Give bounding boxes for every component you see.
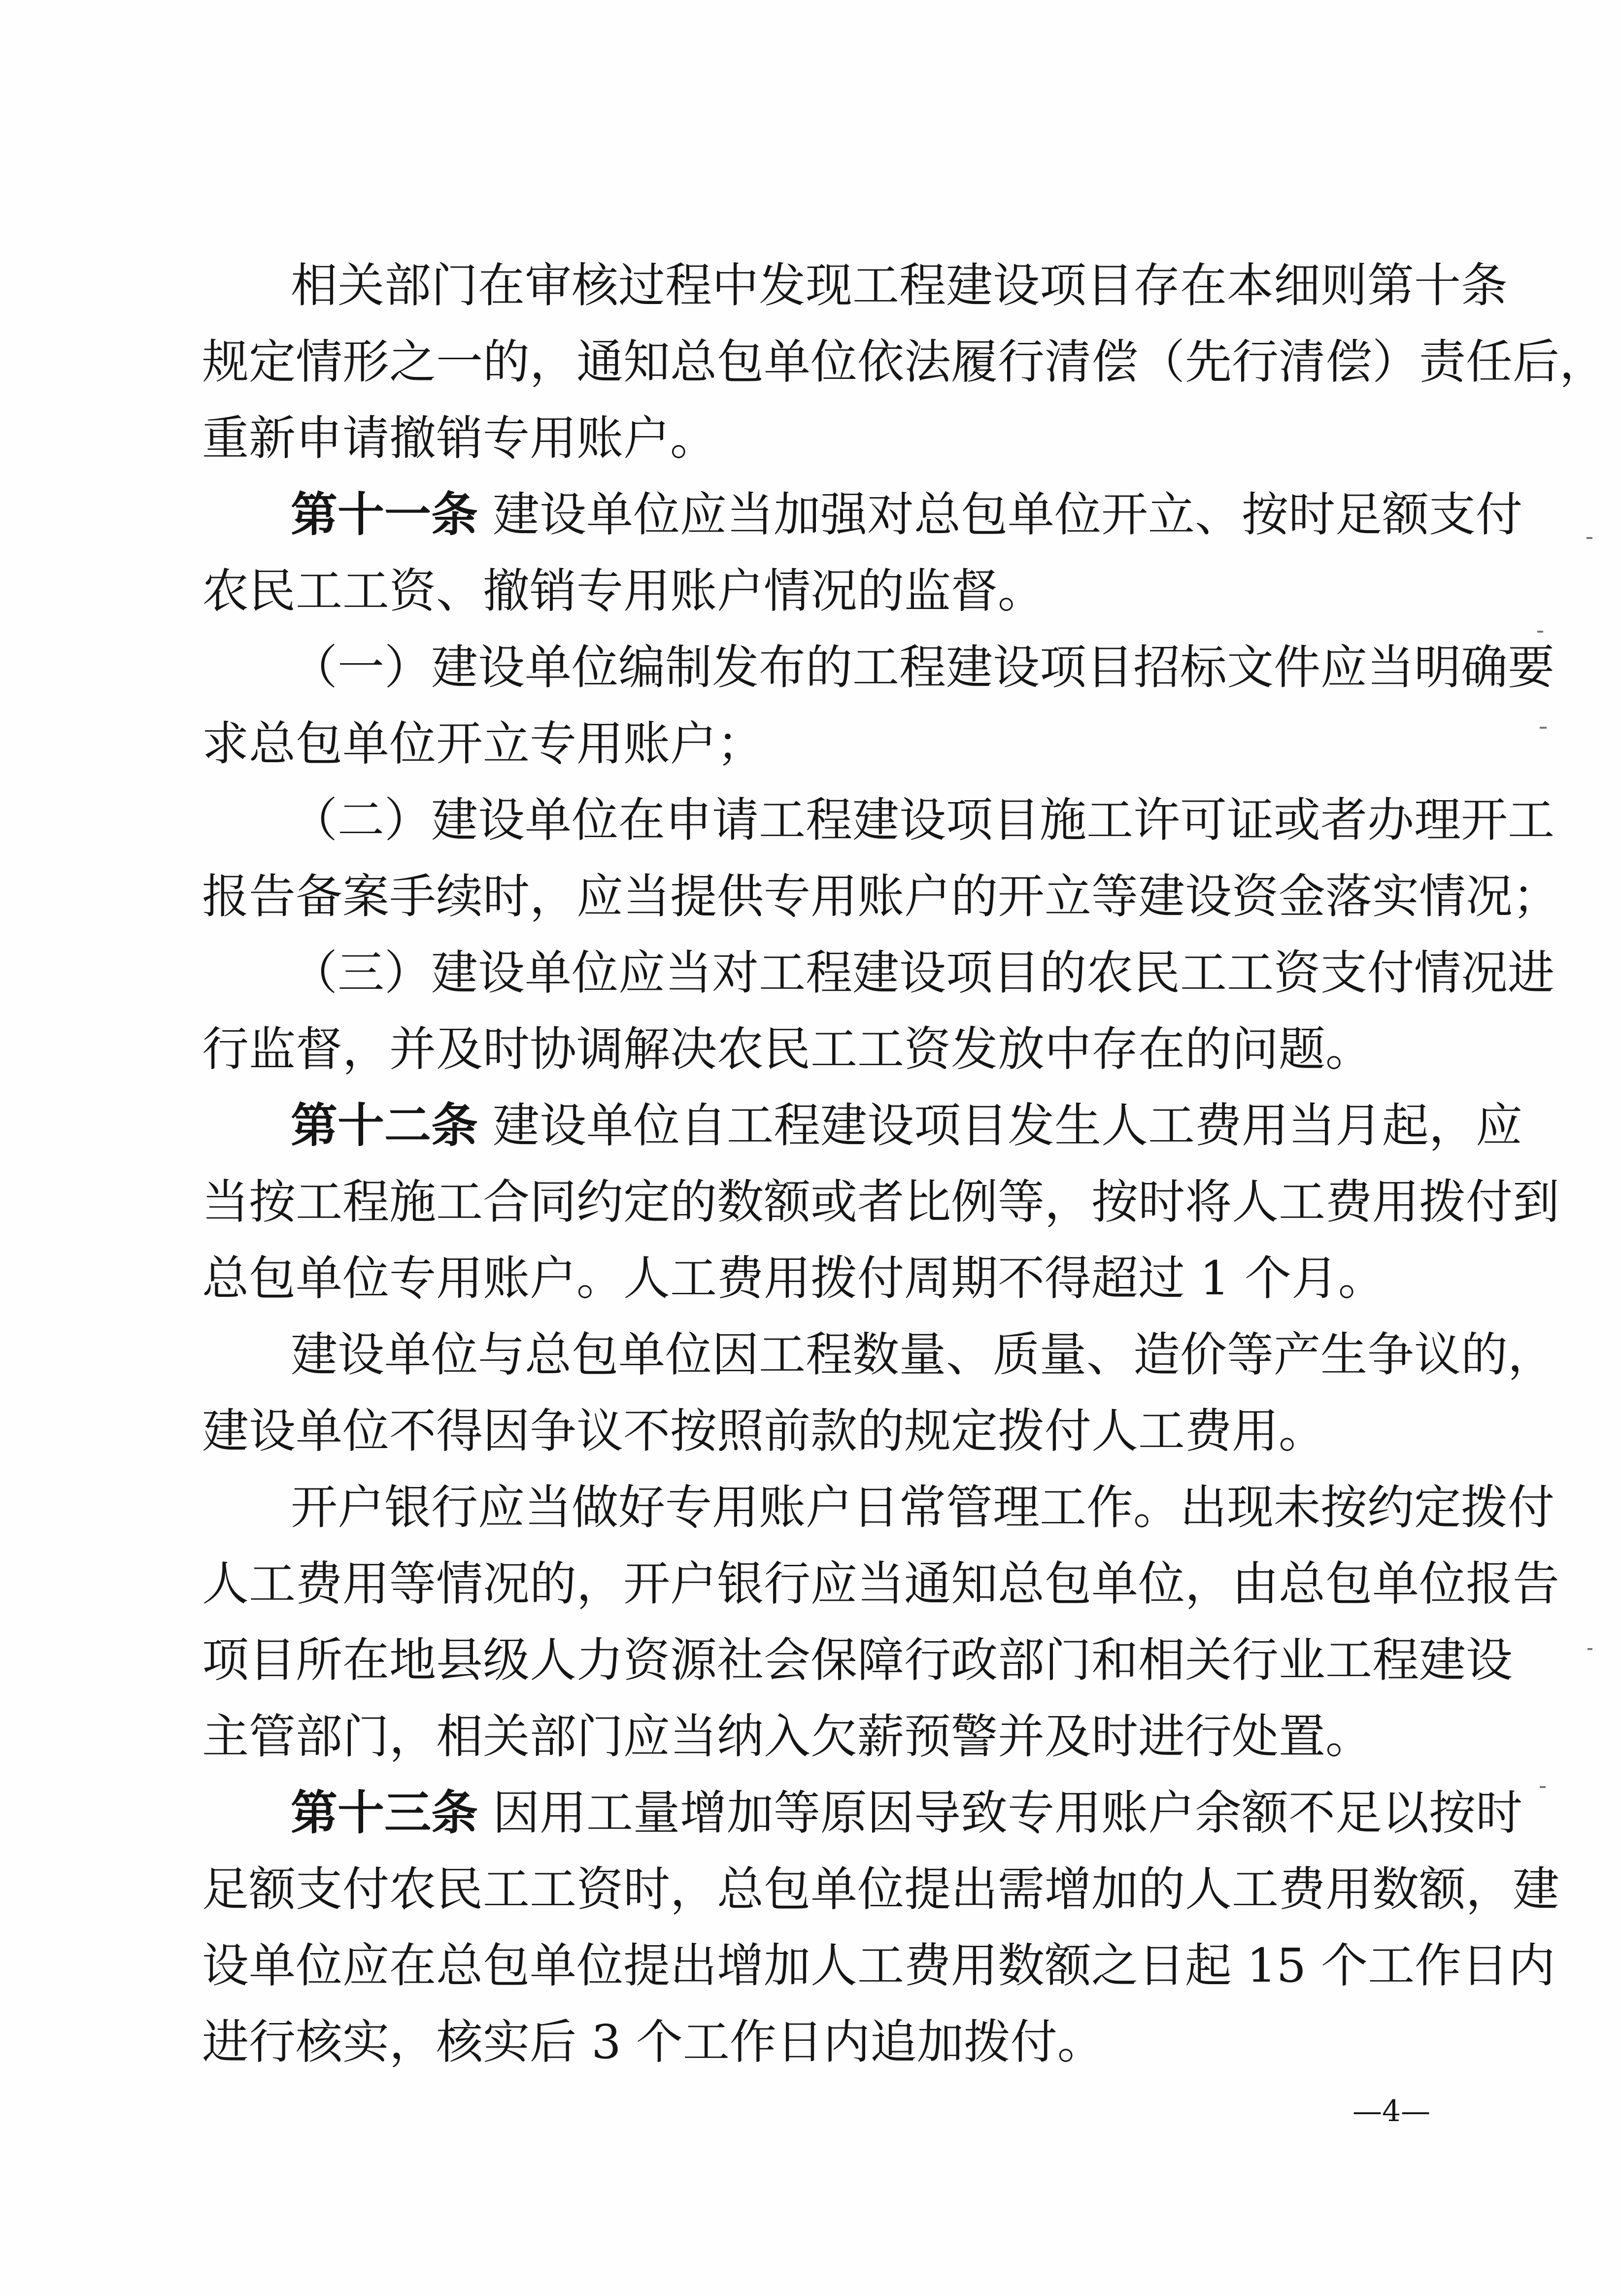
article-12-line: [291, 1096, 1523, 1155]
paragraph-line: 建设单位与总包单位因工程数量、质量、造价等产生争议的，: [291, 1328, 1555, 1382]
article-11-text: 建设单位应当加强对总包单位开立、按时足额支付: [493, 488, 1523, 542]
paragraph-line: （一）建设单位编制发布的工程建设项目招标文件应当明确要: [291, 641, 1555, 695]
paragraph-line: 重新申请撤销专用账户。: [202, 411, 717, 466]
paragraph-line: 设单位应在总包单位提出增加人工费用数额之日起 15 个工作日内: [202, 1939, 1555, 1993]
article-13-label: 第十三条: [291, 1786, 478, 1840]
paragraph-line: 报告备案手续时，应当提供专用账户的开立等建设资金落实情况；: [202, 870, 1560, 924]
paragraph-line: 行监督，并及时协调解决农民工工资发放中存在的问题。: [202, 1022, 1373, 1077]
page-number: —4—: [1352, 2094, 1431, 2128]
paragraph-line: 开户银行应当做好专用账户日常管理工作。出现未按约定拨付: [291, 1481, 1555, 1535]
article-13-text: 因用工量增加等原因导致专用账户余额不足以按时: [493, 1786, 1523, 1840]
paragraph-line: 足额支付农民工工资时，总包单位提出需增加的人工费用数额，建: [202, 1862, 1560, 1917]
paragraph-line: （三）建设单位应当对工程建设项目的农民工工资支付情况进: [291, 946, 1555, 1000]
paragraph-line: 相关部门在审核过程中发现工程建设项目存在本细则第十条: [291, 259, 1508, 313]
scan-speck: [1587, 1648, 1592, 1650]
paragraph-line: 农民工工资、撤销专用账户情况的监督。: [202, 564, 1045, 618]
paragraph-line: 主管部门，相关部门应当纳入欠薪预警并及时进行处置。: [202, 1710, 1373, 1764]
paragraph-line: （二）建设单位在申请工程建设项目施工许可证或者办理开工: [291, 793, 1555, 847]
paragraph-line: 当按工程施工合同约定的数额或者比例等，按时将人工费用拨付到: [202, 1175, 1560, 1229]
scan-speck: [1587, 537, 1592, 539]
article-11-line: [291, 485, 1523, 544]
scan-speck: [1540, 1786, 1546, 1788]
paragraph-line: 人工费用等情况的，开户银行应当通知总包单位，由总包单位报告: [202, 1557, 1560, 1611]
paragraph-line: 项目所在地县级人力资源社会保障行政部门和相关行业工程建设: [202, 1633, 1513, 1688]
paragraph-line: 进行核实，核实后 3 个工作日内追加拨付。: [202, 2015, 1104, 2069]
article-12-label: 第十二条: [291, 1099, 478, 1153]
paragraph-line: 规定情形之一的，通知总包单位依法履行清偿（先行清偿）责任后，: [202, 335, 1607, 389]
paragraph-line: 求总包单位开立专用账户；: [202, 717, 764, 771]
paragraph-line: 建设单位不得因争议不按照前款的规定拨付人工费用。: [202, 1404, 1326, 1458]
scan-speck: [1540, 727, 1547, 729]
article-13-line: [291, 1784, 1523, 1843]
scan-speck: [1537, 631, 1543, 633]
article-11-label: 第十一条: [291, 488, 478, 542]
paragraph-line: 总包单位专用账户。人工费用拨付周期不得超过 1 个月。: [202, 1251, 1385, 1306]
article-12-text: 建设单位自工程建设项目发生人工费用当月起，应: [493, 1099, 1523, 1153]
